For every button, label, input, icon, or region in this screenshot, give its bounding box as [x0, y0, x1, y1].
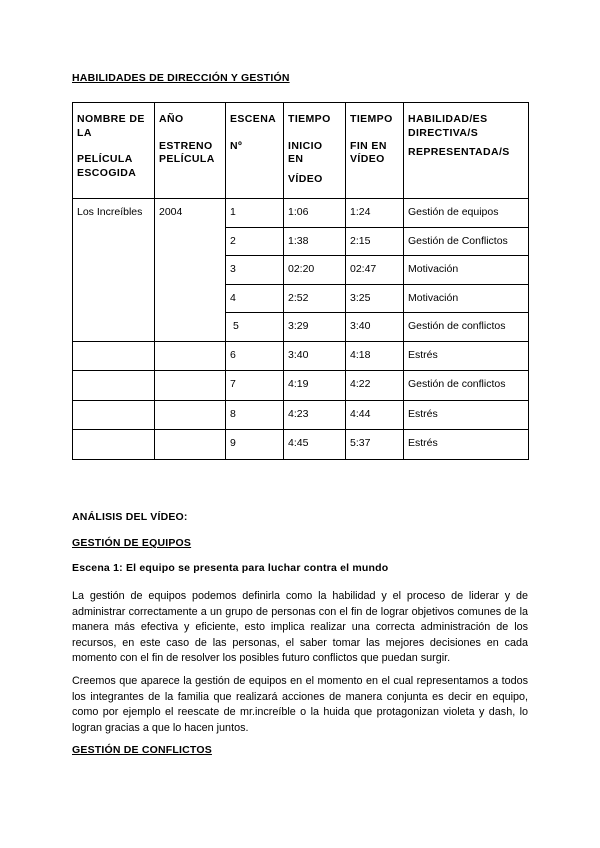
header-end-line2: FIN EN VÍDEO — [350, 139, 387, 165]
skill-cell: Motivación — [404, 256, 529, 285]
empty-cell — [155, 400, 226, 430]
start-time-cell: 4:19 — [284, 371, 346, 401]
skill-cell: Gestión de equipos — [404, 199, 529, 228]
film-name-cell: Los Increíbles — [73, 199, 155, 342]
empty-cell — [73, 341, 155, 371]
scene-cell: 2 — [226, 227, 284, 256]
start-time-cell: 2:52 — [284, 284, 346, 313]
empty-cell — [73, 371, 155, 401]
table-row — [73, 430, 529, 460]
scene-cell: 8 — [226, 400, 284, 430]
end-time-cell: 3:25 — [346, 284, 404, 313]
start-time-cell: 1:38 — [284, 227, 346, 256]
scene-cell: 4 — [226, 284, 284, 313]
skill-cell: Motivación — [404, 284, 529, 313]
start-time-cell: 3:40 — [284, 341, 346, 371]
section-heading-team-management: GESTIÓN DE EQUIPOS — [72, 537, 192, 549]
header-film-name-line2: PELÍCULA ESCOGIDA — [77, 153, 137, 179]
end-time-cell: 5:37 — [346, 430, 404, 460]
paragraph-team-management-definition: La gestión de equipos podemos definirla como la habilidad y el proceso de liderar y de administrar correctamente a un grupo de personas con el fin de lograr objetivos comunes de la manera más efectiva y eficiente, esto implica realizar una correcta administración de los recursos, en este caso de las personas, el saber tomar las mejores decisiones en cada momento con el fin de resolver los posibles futuro conflictos que puedan surgir. — [72, 590, 528, 665]
scene-cell: 7 — [226, 371, 284, 401]
empty-cell — [155, 341, 226, 371]
header-release-year-line1: AÑO — [159, 113, 184, 125]
end-time-cell: 4:22 — [346, 371, 404, 401]
skill-cell: Estrés — [404, 400, 529, 430]
empty-cell — [155, 371, 226, 401]
start-time-cell: 3:29 — [284, 313, 346, 342]
table-row — [73, 199, 529, 228]
paragraph-team-management-analysis: Creemos que aparece la gestión de equipos en el momento en el cual representamos a todos los integrantes de la familia que realizará acciones de manera conjunta es decir en equipo, como por ejemplo el reescate de mr.increíble o la huida que protagonizan violeta y dash, lo logran gracias a que lo hacen juntos. — [72, 675, 528, 734]
header-film-name-line1: NOMBRE DE LA — [77, 113, 145, 139]
release-year-cell: 2004 — [155, 199, 226, 342]
table-row — [73, 400, 529, 430]
header-start-time — [284, 103, 346, 199]
header-start-line2: INICIO EN — [288, 139, 323, 165]
analysis-heading: ANÁLISIS DEL VÍDEO: — [72, 511, 188, 523]
end-time-cell: 2:15 — [346, 227, 404, 256]
header-skills-line1: HABILIDAD/ES DIRECTIVA/S — [408, 113, 488, 139]
header-scene-number — [226, 103, 284, 199]
scene1-heading: Escena 1: El equipo se presenta para luchar contra el mundo — [72, 562, 389, 574]
skill-cell: Estrés — [404, 430, 529, 460]
end-time-cell: 3:40 — [346, 313, 404, 342]
skill-cell: Gestión de Conflictos — [404, 227, 529, 256]
document-title: HABILIDADES DE DIRECCIÓN Y GESTIÓN — [72, 72, 290, 84]
end-time-cell: 4:18 — [346, 341, 404, 371]
scene-cell: 9 — [226, 430, 284, 460]
scene-cell: 1 — [226, 199, 284, 228]
table-row — [73, 341, 529, 371]
header-release-year — [155, 103, 226, 199]
header-skills-line2: REPRESENTADA/S — [408, 146, 510, 158]
start-time-cell: 02:20 — [284, 256, 346, 285]
start-time-cell: 4:23 — [284, 400, 346, 430]
skill-cell: Gestión de conflictos — [404, 313, 529, 342]
header-scene-line2: Nº — [230, 139, 243, 152]
header-end-time — [346, 103, 404, 199]
skill-cell: Gestión de conflictos — [404, 371, 529, 401]
table-header-row — [73, 103, 529, 199]
start-time-cell: 1:06 — [284, 199, 346, 228]
skill-cell: Estrés — [404, 341, 529, 371]
header-release-year-line2: ESTRENO PELÍCULA — [159, 139, 215, 165]
empty-cell — [73, 400, 155, 430]
header-skills — [404, 103, 529, 199]
end-time-cell: 4:44 — [346, 400, 404, 430]
end-time-cell: 1:24 — [346, 199, 404, 228]
scenes-table — [72, 102, 529, 460]
empty-cell — [73, 430, 155, 460]
table-row — [73, 371, 529, 401]
scene-cell: 3 — [226, 256, 284, 285]
empty-cell — [155, 430, 226, 460]
header-start-line1: TIEMPO — [288, 113, 331, 125]
header-film-name — [73, 103, 155, 199]
scene-cell: 5 — [226, 313, 284, 342]
end-time-cell: 02:47 — [346, 256, 404, 285]
header-scene-line1: ESCENA — [230, 113, 277, 125]
header-start-line3: VÍDEO — [288, 172, 323, 185]
start-time-cell: 4:45 — [284, 430, 346, 460]
header-end-line1: TIEMPO — [350, 113, 393, 125]
scene-cell: 6 — [226, 341, 284, 371]
section-heading-conflict-management: GESTIÓN DE CONFLICTOS — [72, 744, 212, 756]
